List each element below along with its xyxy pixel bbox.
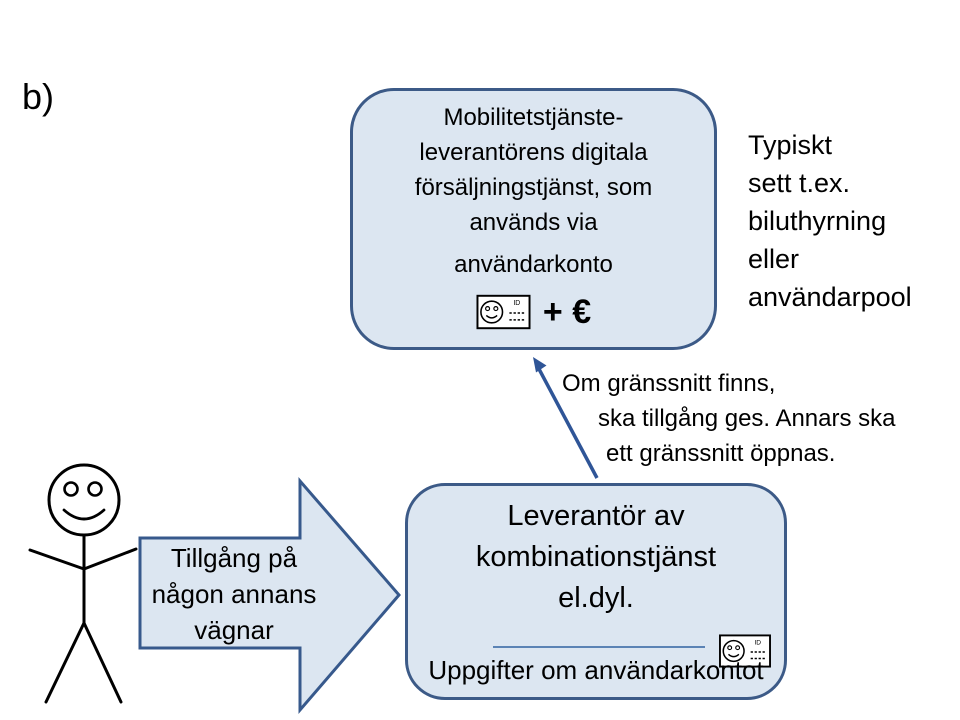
bottom-box-combination-service-provider (405, 483, 787, 700)
side-note-line: eller (748, 244, 800, 274)
access-arrow-line: vägnar (194, 615, 274, 645)
top-box-icon-row (353, 294, 714, 330)
access-arrow-line: Tillgång på (170, 543, 298, 573)
top-box-line: används via (469, 209, 598, 236)
top-box-line: Mobilitetstjänste- (443, 104, 624, 131)
bottom-box-title (408, 486, 784, 619)
side-note-line: sett t.ex. (748, 168, 851, 198)
panel-label: b) (22, 76, 55, 117)
plus-euro-label: + € (542, 293, 592, 331)
top-box-text (353, 91, 714, 282)
connector-note (562, 366, 958, 471)
connector-note-line: Om gränssnitt finns, (562, 370, 776, 397)
top-box-line: försäljningstjänst, som (414, 174, 653, 201)
top-box-mobility-sales-service (350, 88, 717, 350)
side-note-line: användarpool (748, 282, 912, 312)
top-box-line: användarkonto (454, 251, 613, 278)
bottom-box-line: el.dyl. (558, 582, 634, 614)
account-divider-line (493, 646, 705, 648)
id-card-icon (476, 294, 531, 330)
bottom-box-caption: Uppgifter om användarkontot (428, 655, 764, 685)
bottom-box-line: kombinationstjänst (475, 541, 717, 573)
connector-note-line: ska tillgång ges. Annars ska (598, 405, 896, 432)
side-note-line: biluthyrning (748, 206, 887, 236)
person-icon (30, 465, 136, 702)
side-note (748, 126, 912, 316)
access-arrow-line: någon annans (151, 579, 317, 609)
top-box-line: leverantörens digitala (419, 139, 648, 166)
bottom-box-line: Leverantör av (507, 500, 685, 532)
connector-note-line: ett gränssnitt öppnas. (606, 440, 836, 467)
access-arrow-label (146, 540, 322, 648)
side-note-line: Typiskt (748, 130, 833, 160)
